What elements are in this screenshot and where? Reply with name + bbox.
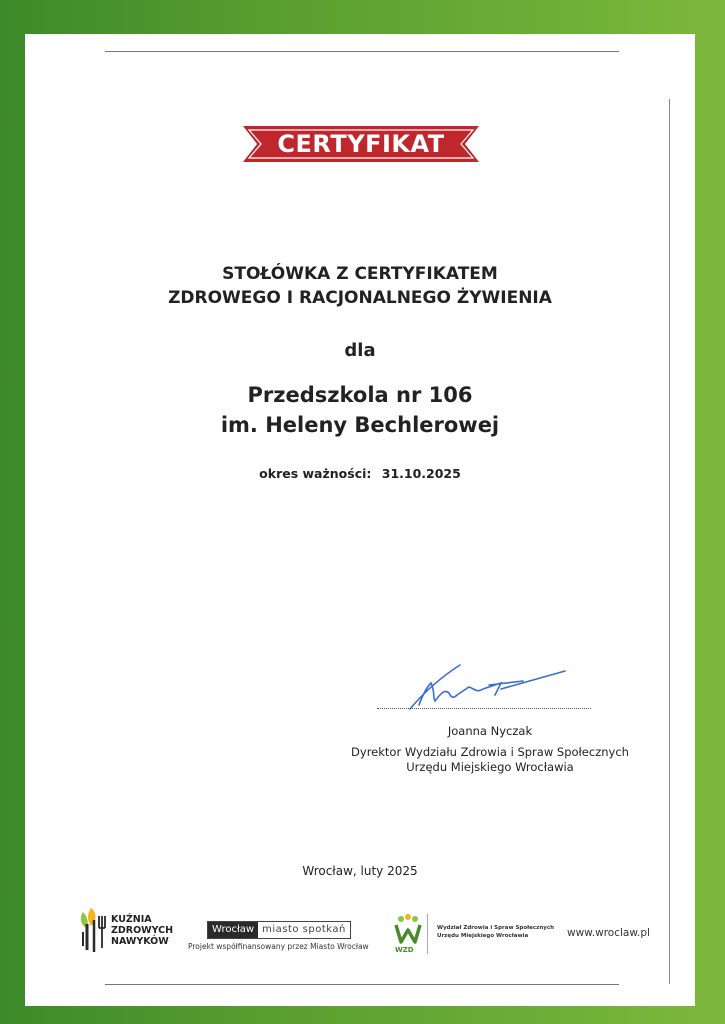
signer-role-line-2: Urzędu Miejskiego Wrocławia [406, 760, 574, 774]
recipient-name [25, 380, 695, 440]
validity-date: 31.10.2025 [381, 466, 461, 481]
kuznia-line-3: NAWYKÓW [111, 936, 169, 947]
website-link[interactable]: www.wroclaw.pl [567, 927, 650, 939]
right-vertical-rule [669, 99, 670, 984]
kuznia-line-2: ZDROWYCH [111, 925, 174, 936]
recipient-line-1: Przedszkola nr 106 [247, 383, 473, 407]
cofinanced-note: Projekt współfinansowany przez Miasto Wrocław [188, 942, 369, 951]
bottom-rule [105, 984, 619, 985]
signer-role [330, 745, 650, 775]
signer-name: Joanna Nyczak [447, 724, 533, 738]
signature-line [377, 708, 591, 709]
footer-logos [25, 896, 695, 966]
validity-period [25, 466, 695, 481]
logo-divider [427, 914, 428, 954]
banner-label: CERTYFIKAT [277, 130, 445, 158]
wzd-logo-label: WZD [395, 946, 414, 954]
certificate-page [25, 34, 695, 1006]
department-name [437, 924, 554, 940]
department-line-2: Urzędu Miejskiego Wrocławia [437, 933, 529, 939]
title-line-1: STOŁÓWKA Z CERTYFIKATEM [222, 264, 498, 284]
department-line-1: Wydział Zdrowia i Spraw Społecznych [437, 925, 555, 931]
recipient-line-2: im. Heleny Bechlerowej [220, 413, 500, 437]
dla-label: dla [344, 340, 376, 361]
validity-label: okres ważności: [259, 466, 372, 481]
signature-image [405, 659, 575, 714]
top-rule [105, 51, 619, 52]
kuznia-line-1: KUŹNIA [111, 914, 152, 925]
wroclaw-logo-tagline: miasto spotkań [262, 924, 346, 935]
wroclaw-logo-name: Wrocław [208, 922, 258, 938]
wroclaw-logo [207, 921, 351, 939]
signer-role-line-1: Dyrektor Wydziału Zdrowia i Spraw Społecznych [351, 745, 629, 759]
certificate-title [25, 262, 695, 310]
place-and-date: Wrocław, luty 2025 [302, 864, 418, 878]
title-line-2: ZDROWEGO I RACJONALNEGO ŻYWIENIA [168, 288, 552, 308]
kuznia-logo-text [111, 914, 173, 947]
